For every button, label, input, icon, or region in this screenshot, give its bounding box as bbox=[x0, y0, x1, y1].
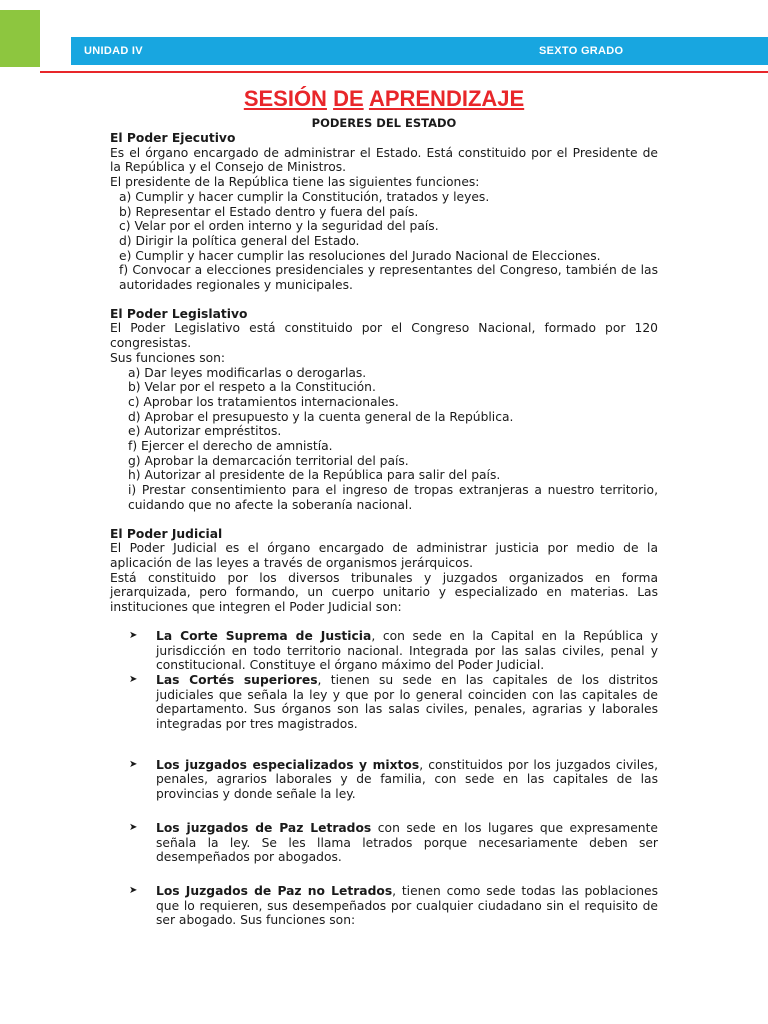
ejecutivo-intro-2: El presidente de la República tiene las siguientes funciones: bbox=[110, 175, 480, 190]
header-bar bbox=[71, 37, 768, 65]
legislativo-intro-2: Sus funciones son: bbox=[110, 350, 226, 365]
bullet-text: , tienen como sede todas las poblaciones que lo requieren, sus desempeñados por cualquier ciudadano sin el requisito de ser abogado. Sus funciones son: bbox=[156, 883, 658, 928]
section-heading-legislativo: El Poder Legislativo bbox=[110, 306, 248, 321]
list-item: b) Velar por el respeto a la Constitución. bbox=[128, 380, 376, 395]
list-item: d) Aprobar el presupuesto y la cuenta general de la República. bbox=[128, 409, 514, 424]
bullet-title: Los juzgados especializados y mixtos bbox=[156, 757, 420, 772]
bullet-text: , con sede en la Capital en la República y jurisdicción en todo territorio nacional. Integrada por las salas civiles, penal y constitucional. Constituye el órgano máximo del Poder Judicial. bbox=[156, 628, 658, 673]
page-subtitle: PODERES DEL ESTADO bbox=[311, 116, 457, 130]
list-item bbox=[110, 629, 658, 673]
bullet-text: , constituidos por los juzgados civiles, penales, agrarios laborales y de familia, con sede en las capitales de las provincias y donde señale la ley. bbox=[156, 757, 658, 802]
ejecutivo-intro: Es el órgano encargado de administrar el Estado. Está constituido por el Presidente de la República y el Consejo de Ministros. bbox=[110, 145, 658, 175]
bullet-title: Los juzgados de Paz Letrados bbox=[156, 820, 372, 835]
list-item: g) Aprobar la demarcación territorial del país. bbox=[128, 453, 409, 468]
judicial-institutions-list bbox=[110, 629, 658, 928]
bullet-title: Las Cortés superiores bbox=[156, 672, 318, 687]
unit-label: UNIDAD IV bbox=[84, 45, 143, 57]
list-item: e) Autorizar empréstitos. bbox=[128, 424, 282, 439]
title-word-1: SESIÓN bbox=[243, 86, 327, 111]
list-item: c) Aprobar los tratamientos internacionales. bbox=[128, 394, 399, 409]
list-item bbox=[110, 821, 658, 865]
title-word-3: APRENDIZAJE bbox=[368, 86, 525, 111]
section-heading-judicial: El Poder Judicial bbox=[110, 526, 223, 541]
list-item: f) Ejercer el derecho de amnistía. bbox=[128, 439, 333, 454]
title-word-2: DE bbox=[333, 86, 364, 111]
bullet-text: , tienen su sede en las capitales de los distritos judiciales que señala la ley y que por lo general coinciden con las capitales de departamento. Sus órganos son las salas civiles, penales, agrarias y laborales integradas por tres magistrados. bbox=[156, 672, 658, 732]
bullet-text: con sede en los lugares que expresamente señala la ley. Se les llama letrados porque necesariamente deben ser desempeñados por abogados. bbox=[156, 820, 658, 865]
list-item: i) Prestar consentimiento para el ingreso de tropas extranjeras a nuestro territorio, cuidando que no afecte la soberanía nacional. bbox=[128, 483, 658, 512]
list-item bbox=[110, 758, 658, 802]
arrow-bullet-icon: ➤ bbox=[129, 758, 138, 770]
bullet-title: Los Juzgados de Paz no Letrados bbox=[156, 883, 393, 898]
list-item: h) Autorizar al presidente de la República para salir del país. bbox=[128, 468, 501, 483]
list-item bbox=[110, 673, 658, 732]
list-item: b) Representar el Estado dentro y fuera del país. bbox=[119, 204, 419, 219]
header-divider bbox=[40, 71, 768, 73]
list-item: a) Cumplir y hacer cumplir la Constitución, tratados y leyes. bbox=[119, 189, 490, 204]
list-item: f) Convocar a elecciones presidenciales y representantes del Congreso, también de las autoridades regionales y municipales. bbox=[119, 263, 658, 293]
page-title bbox=[110, 86, 658, 112]
list-item: d) Dirigir la política general del Estado. bbox=[119, 233, 360, 248]
list-item: e) Cumplir y hacer cumplir las resoluciones del Jurado Nacional de Elecciones. bbox=[119, 248, 601, 263]
section-heading-ejecutivo: El Poder Ejecutivo bbox=[110, 131, 236, 145]
list-item: a) Dar leyes modificarlas o derogarlas. bbox=[128, 365, 367, 380]
corner-accent-block bbox=[0, 10, 40, 67]
list-item bbox=[110, 884, 658, 928]
arrow-bullet-icon: ➤ bbox=[129, 884, 138, 896]
document-body bbox=[110, 86, 658, 928]
legislativo-intro: El Poder Legislativo está constituido por el Congreso Nacional, formado por 120 congresistas. bbox=[110, 321, 658, 351]
grade-label: SEXTO GRADO bbox=[539, 45, 624, 57]
judicial-intro-2: Está constituido por los diversos tribunales y juzgados organizados en forma jerarquizada, pero formando, un cuerpo unitario y especializado en materias. Las instituciones que integren el Poder Judicial son: bbox=[110, 570, 658, 615]
bullet-title: La Corte Suprema de Justicia bbox=[156, 628, 372, 643]
list-item: c) Velar por el orden interno y la seguridad del país. bbox=[119, 219, 439, 234]
arrow-bullet-icon: ➤ bbox=[129, 821, 138, 833]
judicial-intro: El Poder Judicial es el órgano encargado de administrar justicia por medio de la aplicación de las leyes a través de organismos jerárquicos. bbox=[110, 541, 658, 570]
arrow-bullet-icon: ➤ bbox=[129, 673, 138, 685]
arrow-bullet-icon: ➤ bbox=[129, 629, 138, 641]
